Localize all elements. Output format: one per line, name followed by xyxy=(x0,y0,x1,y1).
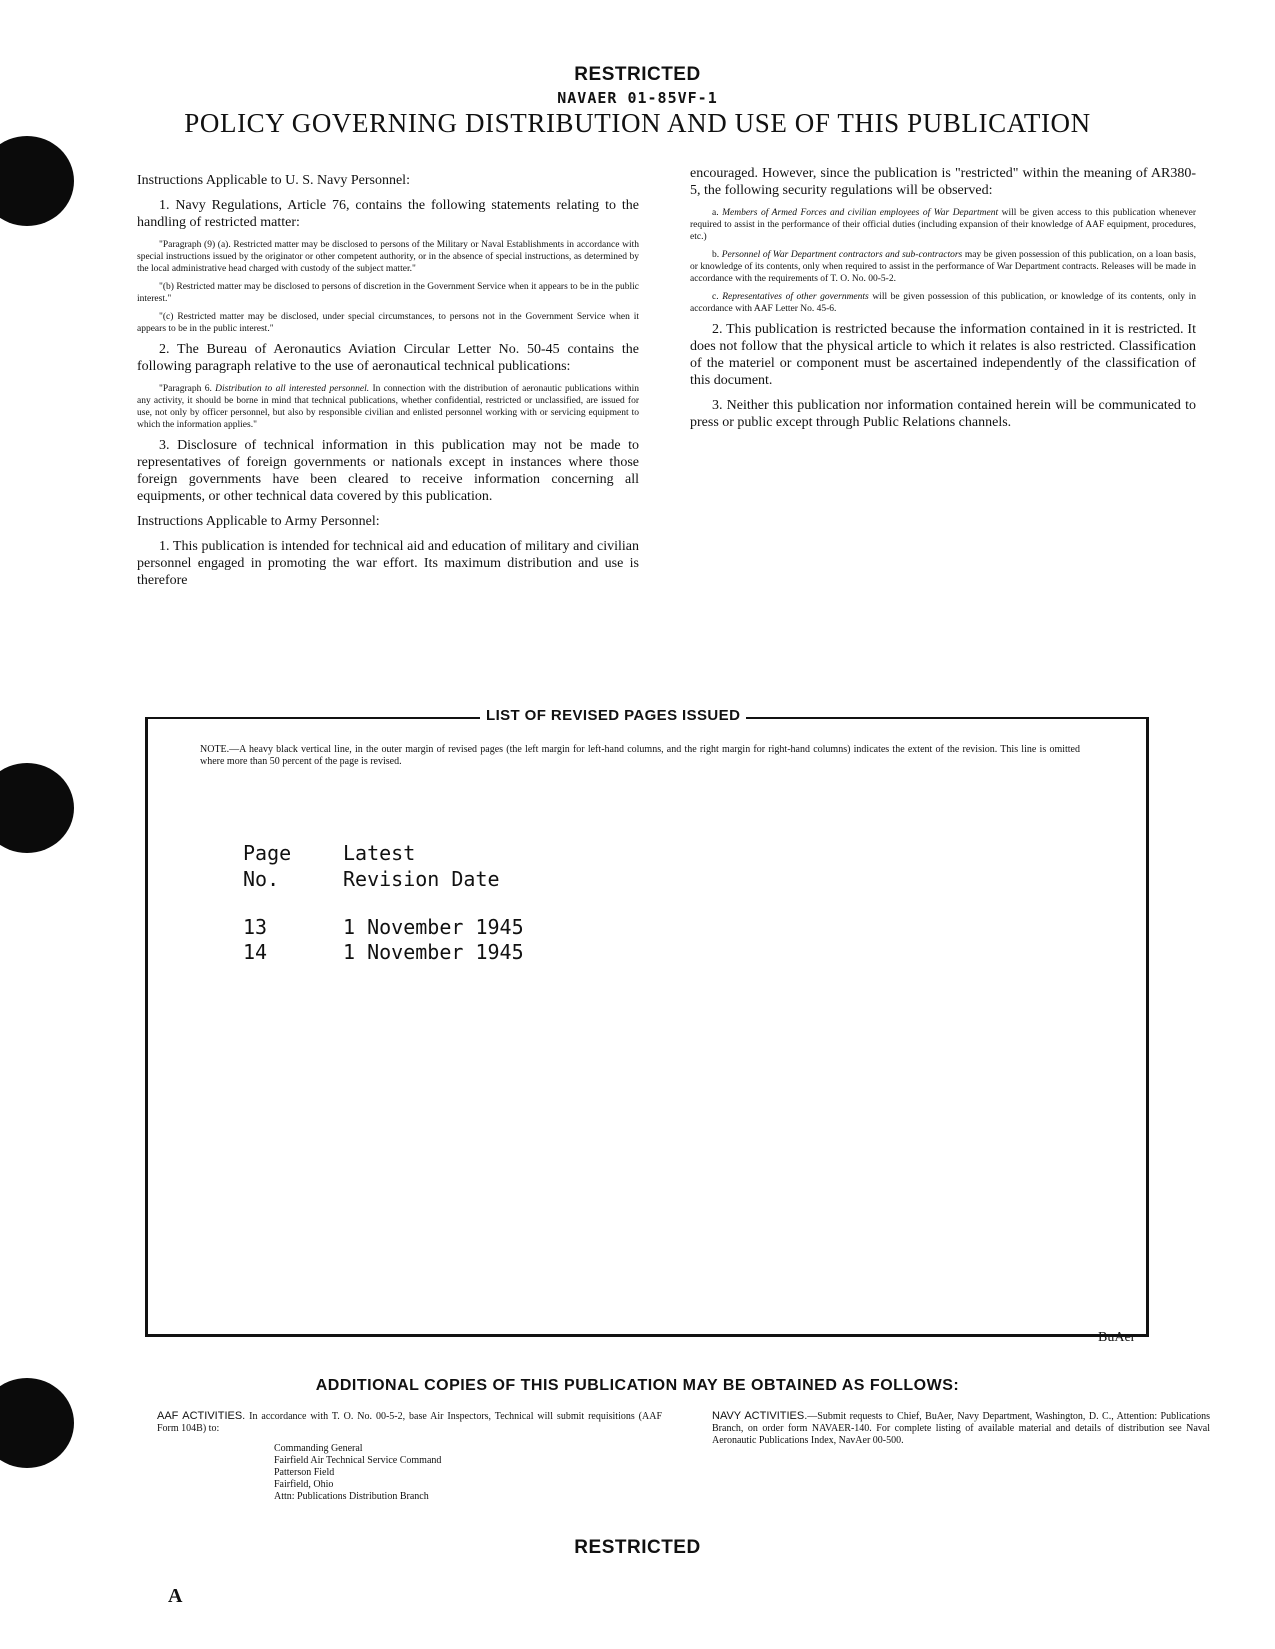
army-instructions-heading: Instructions Applicable to Army Personnel: xyxy=(137,514,380,529)
security-item-c: c. Representatives of other governments will be given possession of this publication, or knowledge of its contents, only in accordance with AAF Letter No. 45-6. xyxy=(690,292,1196,314)
header-classification: RESTRICTED xyxy=(574,64,701,85)
navy-quote-paragraph-6: "Paragraph 6. Distribution to all interested personnel. In connection with the distribution of aeronautic publications within any activity, it should be borne in mind that technical publications, whether confidential, restricted or unclassified, are issued for use, not only by officer personnel, but also by responsible civilian and enlisted personnel working with or servicing equipment to which the information applies." xyxy=(137,384,639,430)
page-letter: A xyxy=(168,1585,183,1607)
publication-number: NAVAER 01-85VF-1 xyxy=(557,89,718,107)
navy-activities: NAVY ACTIVITIES.—Submit requests to Chief, BuAer, Navy Department, Washington, D. C., Attention: Publications Branch, on order form NAVAER-140. For complete listing of available material and details of distribution see Naval Aeronautic Publications Index, NavAer 00-500. xyxy=(712,1410,1210,1446)
footer-classification: RESTRICTED xyxy=(574,1537,701,1558)
punch-hole-middle xyxy=(0,763,74,853)
navy-paragraph-3: 3. Disclosure of technical information in this publication may not be made to representatives of foreign governments or nationals except in instances where those foreign governments have been cleared to receive information concerning all equipments, or other technical data covered by this publication. xyxy=(137,438,639,504)
army-paragraph-3: 3. Neither this publication nor information contained herein will be communicated to press or public except through Public Relations channels. xyxy=(690,398,1196,430)
navy-instructions-heading: Instructions Applicable to U. S. Navy Personnel: xyxy=(137,173,410,188)
navy-quote-c: "(c) Restricted matter may be disclosed, under special circumstances, to persons not in the Government Service when it appears to be in the public interest." xyxy=(137,312,639,334)
table-row: 13 1 November 1945 xyxy=(243,915,524,939)
left-column xyxy=(137,168,639,597)
revised-pages-title: LIST OF REVISED PAGES ISSUED xyxy=(480,707,746,724)
navy-paragraph-1: 1. Navy Regulations, Article 76, contains the following statements relating to the handling of restricted matter: xyxy=(137,198,639,230)
security-item-b: b. Personnel of War Department contractors and sub-contractors may be given possession of this publication, on a loan basis, or knowledge of its contents, only when required to assist in the performance of War Department contracts. Releases will be made in accordance with the requirements of T. O. No. 00-5-2. xyxy=(690,250,1196,284)
right-column xyxy=(690,165,1196,439)
table-row: 14 1 November 1945 xyxy=(243,940,524,964)
army-paragraph-2: 2. This publication is restricted because the information contained in it is restricted. It does not follow that the physical article to which it relates is also restricted. Classification of the materiel or component must be ascertained independently of the classification of this document. xyxy=(690,322,1196,388)
security-item-a: a. Members of Armed Forces and civilian employees of War Department will be given access to this publication whenever required to assist in the performance of their official duties (including expansion of their knowledge of AAF equipment, procedures, etc.) xyxy=(690,208,1196,242)
army-paragraph-1: 1. This publication is intended for technical aid and education of military and civilian personnel engaged in promoting the war effort. Its maximum distribution and use is therefore xyxy=(137,539,639,588)
page-title: POLICY GOVERNING DISTRIBUTION AND USE OF THIS PUBLICATION xyxy=(184,108,1091,138)
navy-quote-b: "(b) Restricted matter may be disclosed to persons of discretion in the Government Service when it appears to be in the public interest." xyxy=(137,282,639,304)
revision-date-header: Latest Revision Date xyxy=(343,841,500,891)
revision-note: NOTE.—A heavy black vertical line, in the outer margin of revised pages (the left margin for left-hand columns, and the right margin for right-hand columns) indicates the extent of the revision. This line is omitted where more than 50 percent of the page is revised. xyxy=(200,744,1080,767)
navy-paragraph-2: 2. The Bureau of Aeronautics Aviation Circular Letter No. 50-45 contains the following paragraph relative to the use of aeronautical technical publications: xyxy=(137,342,639,374)
revised-pages-box xyxy=(145,717,1149,1337)
revised-pages-table xyxy=(243,915,524,965)
aaf-address: Commanding General Fairfield Air Technical Service Command Patterson Field Fairfield, Ohio Attn: Publications Distribution Branch xyxy=(274,1443,442,1502)
army-paragraph-1-continued: encouraged. However, since the publication is "restricted" within the meaning of AR380-5, the following security regulations will be observed: xyxy=(690,166,1196,198)
navy-quote-a: "Paragraph (9) (a). Restricted matter may be disclosed to persons of the Military or Naval Establishments in accordance with special instructions issued by the originator or other competent authority, or in the absence of special instructions, as determined by the local administrative head charged with custody of the subject matter." xyxy=(137,240,639,274)
punch-hole-top xyxy=(0,136,74,226)
buaer-signature: BuAer xyxy=(1098,1330,1136,1345)
additional-copies-title: ADDITIONAL COPIES OF THIS PUBLICATION MAY BE OBTAINED AS FOLLOWS: xyxy=(315,1377,960,1394)
aaf-activities: AAF ACTIVITIES. In accordance with T. O. No. 00-5-2, base Air Inspectors, Technical will submit requisitions (AAF Form 104B) to: Commanding General Fairfield Air Technical Service Command Patterson Field Fairfield, Ohio Attn: Publications Distribution Branch xyxy=(157,1410,663,1502)
page-no-header: Page No. xyxy=(243,841,292,891)
